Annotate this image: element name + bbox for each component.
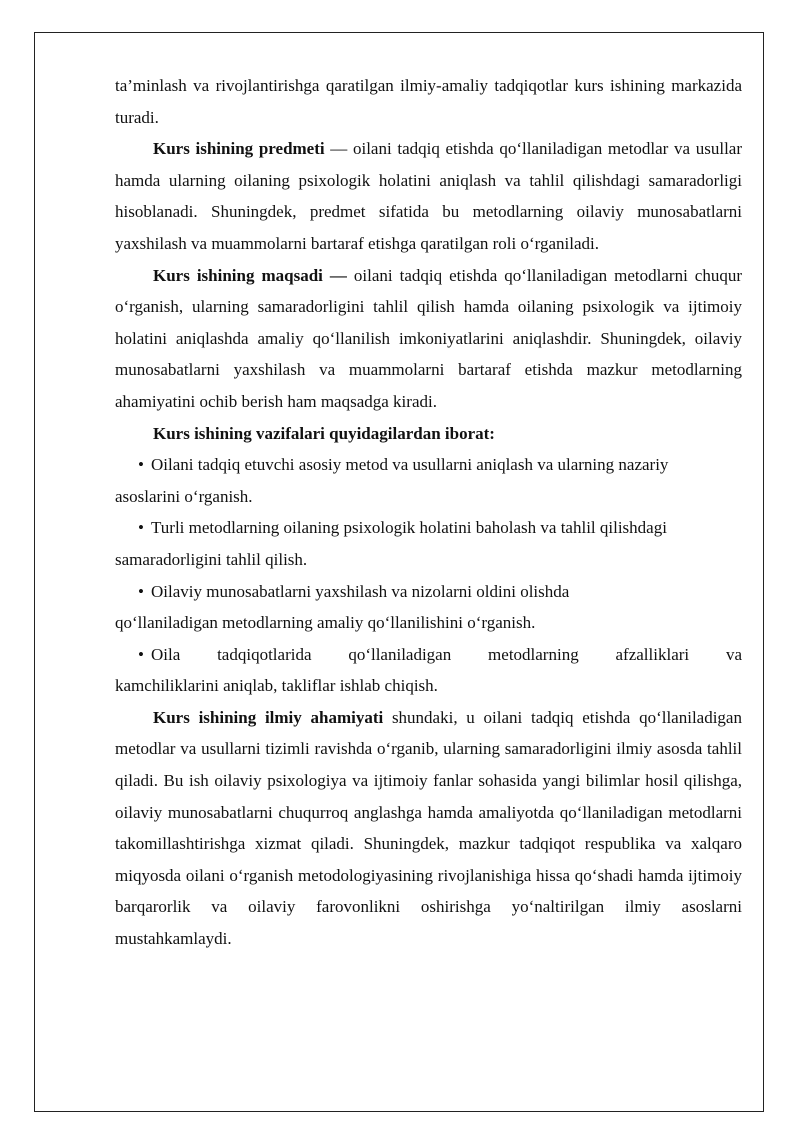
task-item — [115, 576, 742, 639]
task-item-text: Oila tadqiqotlarida qo‘llaniladigan metodlarning afzalliklari va — [151, 644, 742, 664]
significance-paragraph — [115, 702, 742, 955]
bullet-icon: • — [138, 518, 144, 538]
task-item — [115, 512, 742, 575]
significance-heading: Kurs ishining ilmiy ahamiyati — [153, 707, 384, 727]
bullet-icon: • — [138, 581, 144, 601]
task-item-continuation: asoslarini o‘rganish. — [115, 486, 253, 506]
task-item — [115, 449, 742, 512]
task-item-first-line — [115, 449, 742, 481]
bullet-icon: • — [138, 644, 144, 664]
task-item-continuation: kamchiliklarini aniqlab, takliflar ishlab chiqish. — [115, 676, 438, 696]
goal-text: oilani tadqiq etishda qo‘llaniladigan metodlarni chuqur o‘rganish, ularning samaradorligini tahlil qilish hamda oilaning psixologik va ijtimoiy holatini aniqlashda amaliy qo‘llanilish imkoniyatlarini aniqlashdir. Shuningdek, oilaviy munosabatlarni yaxshilash va muammolarni bartaraf etishda mazkur metodlarning ahamiyatini ochib berish ham maqsadga kiradi. — [115, 265, 742, 411]
subject-paragraph — [115, 133, 742, 259]
task-item-text: Oilaviy munosabatlarni yaxshilash va nizolarni oldini olishda — [151, 581, 570, 601]
task-item-first-line — [115, 639, 742, 671]
task-item-first-line — [115, 512, 742, 544]
subject-text: — oilani tadqiq etishda qo‘llaniladigan metodlar va usullar hamda ularning oilaning psixologik holatini aniqlash va tahlil qilishdagi samaradorligi hisoblanadi. Shuningdek, predmet sifatida bu metodlarning oilaviy munosabatlarni yaxshilash va muammolarni bartaraf etishga qaratilgan roli o‘rganiladi. — [115, 139, 742, 253]
task-item-first-line — [115, 576, 742, 608]
task-item-text: Oilani tadqiq etuvchi asosiy metod va usullarni aniqlash va ularning nazariy — [151, 455, 669, 475]
task-item — [115, 639, 742, 702]
goal-paragraph — [115, 260, 742, 418]
document-body — [115, 70, 742, 955]
task-item-continuation: qo‘llaniladigan metodlarning amaliy qo‘llanilishini o‘rganish. — [115, 613, 536, 633]
subject-heading: Kurs ishining predmeti — [153, 139, 325, 159]
intro-text: ta’minlash va rivojlantirishga qaratilgan ilmiy-amaliy tadqiqotlar kurs ishining markazida turadi. — [115, 76, 742, 127]
task-item-text: Turli metodlarning oilaning psixologik holatini baholash va tahlil qilishdagi — [151, 518, 667, 538]
significance-text: shundaki, u oilani tadqiq etishda qo‘llaniladigan metodlar va usullarni tizimli ravishda o‘rganib, ularning samaradorligini ilmiy asosda tahlil qiladi. Bu ish oilaviy psixologiya va ijtimoiy fanlar sohasida yangi bilimlar hosil qilishga, oilaviy munosabatlarni chuqurroq anglashga hamda amaliyotda qo‘llaniladigan metodlarni takomillashtirishga xizmat qiladi. Shuningdek, mazkur tadqiqot respublika va xalqaro miqyosda oilani o‘rganish metodologiyasining rivojlanishiga hissa qo‘shadi hamda ijtimoiy barqarorlik va oilaviy farovonlikni oshirishga yo‘naltirilgan ilmiy asoslarni mustahkamlaydi. — [115, 707, 742, 949]
intro-paragraph — [115, 70, 742, 133]
bullet-icon: • — [138, 455, 144, 475]
tasks-heading: Kurs ishining vazifalari quyidagilardan iborat: — [153, 423, 495, 443]
task-item-continuation: samaradorligini tahlil qilish. — [115, 549, 308, 569]
goal-heading: Kurs ishining maqsadi — — [153, 265, 347, 285]
